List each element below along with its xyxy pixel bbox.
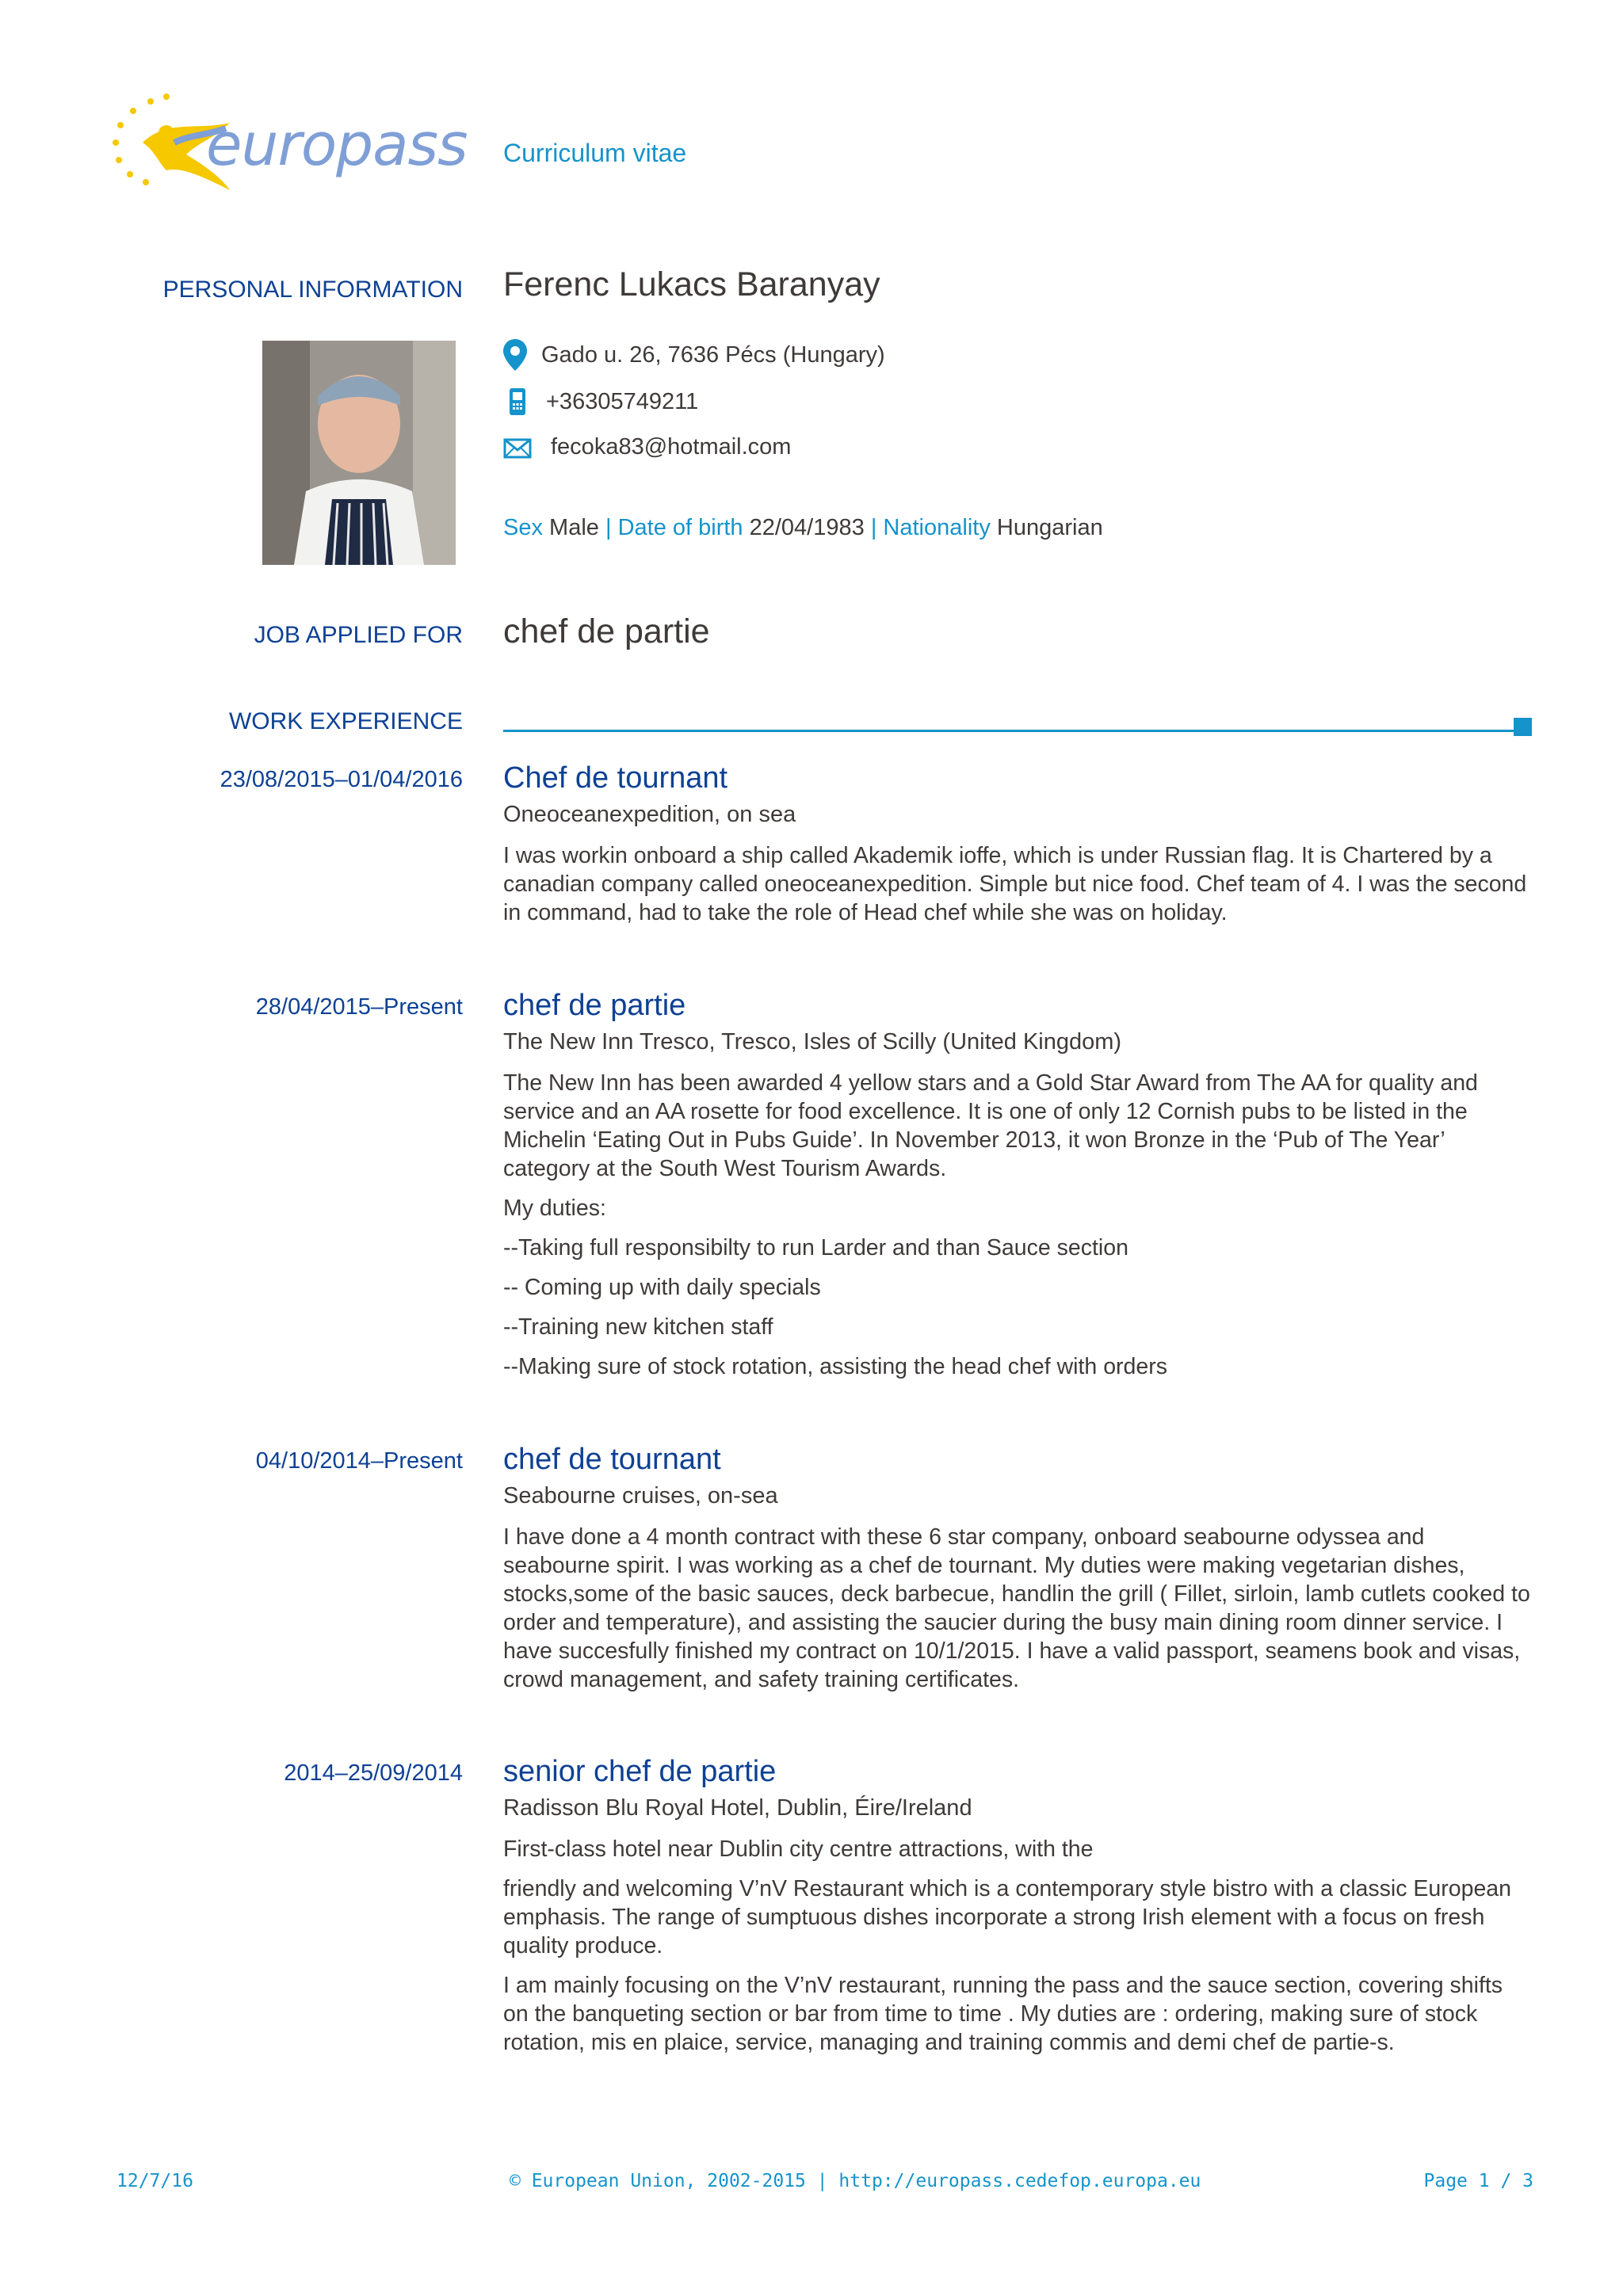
entry-description: I was workin onboard a ship called Akademik ioffe, which is under Russian flag. It is Chartered by a canadian company called oneoceanexpedition. Simple but nice food. Chef team of 4. I was the second in command, had to take the role of Head chef while she was on holiday. (503, 843, 1527, 925)
phone-text[interactable]: +36305749211 (546, 388, 699, 414)
separator: | (864, 515, 884, 540)
entry-employer: The New Inn Tresco, Tresco, Isles of Scilly (United Kingdom) (503, 1029, 1122, 1055)
separator: | (598, 515, 618, 540)
entry-employer: Radisson Blu Royal Hotel, Dublin, Éire/Ireland (503, 1795, 972, 1821)
work-entry (503, 1442, 1533, 1705)
email-link[interactable]: fecoka83@hotmail.com (551, 434, 792, 460)
duty-item: --Training new kitchen staff (503, 1314, 773, 1340)
nationality-value: Hungarian (996, 515, 1103, 540)
entry-dates: 04/10/2014–Present (255, 1448, 463, 1474)
section-divider (503, 730, 1516, 732)
work-entry (503, 761, 1533, 938)
duties-heading: My duties: (503, 1196, 606, 1221)
chef-portrait-image (262, 341, 456, 565)
entry-title: chef de partie (503, 989, 686, 1022)
entry-employer: Oneoceanexpedition, on sea (503, 802, 796, 827)
personal-information-label: PERSONAL INFORMATION (162, 277, 463, 303)
entry-dates: 28/04/2015–Present (255, 994, 463, 1020)
footer-page-number: Page 1 / 3 (1423, 2171, 1533, 2191)
entry-title: chef de tournant (503, 1443, 721, 1476)
section-divider-end-square (1514, 718, 1532, 736)
job-applied-label: JOB APPLIED FOR (254, 622, 463, 648)
job-applied-title: chef de partie (503, 612, 710, 650)
phone-row (503, 387, 698, 417)
entry-description: The New Inn has been awarded 4 yellow stars and a Gold Star Award from The AA for quality and service and an AA rosette for food excellence. It is one of only 12 Cornish pubs to be listed in the Michelin ‘Eating Out in Pubs Guide’. In November 2013, it won Bronze in the ‘Pub of The Year’ category at the South West Tourism Awards. (503, 1070, 1478, 1181)
envelope-icon (503, 437, 532, 459)
profile-photo (262, 341, 456, 565)
nationality-label: Nationality (883, 515, 991, 540)
location-pin-icon (503, 339, 527, 371)
entry-description: I am mainly focusing on the V’nV restaurant, running the pass and the sauce section, covering shifts on the banqueting section or bar from time to time . My duties are : ordering, making sure of stock rotation, mis en plaice, service, managing and training commis and demi chef de partie-s. (503, 1973, 1503, 2055)
full-name: Ferenc Lukacs Baranyay (503, 265, 880, 303)
dob-value: 22/04/1983 (749, 515, 865, 540)
work-entry (503, 1754, 1533, 2068)
europass-logo (111, 87, 475, 198)
entry-dates: 23/08/2015–01/04/2016 (220, 767, 463, 792)
email-row (503, 434, 791, 460)
personal-details-line (503, 515, 1103, 541)
dob-label: Date of birth (617, 515, 743, 540)
entry-title: senior chef de partie (503, 1755, 777, 1788)
sex-label: Sex (503, 515, 543, 540)
entry-title: Chef de tournant (503, 761, 728, 795)
cv-title: Curriculum vitae (503, 139, 687, 167)
mobile-phone-icon (506, 387, 529, 417)
entry-description: First-class hotel near Dublin city centre attractions, with the (503, 1836, 1094, 1862)
duty-item: -- Coming up with daily specials (503, 1275, 821, 1300)
duty-item: --Making sure of stock rotation, assisting the head chef with orders (503, 1354, 1167, 1379)
address-text: Gado u. 26, 7636 Pécs (Hungary) (541, 341, 885, 368)
entry-description: friendly and welcoming V’nV Restaurant which is a contemporary style bistro with a classic European emphasis. The range of sumptuous dishes incorporate a strong Irish element with a focus on fresh quality produce. (503, 1876, 1512, 1958)
footer-date: 12/7/16 (116, 2171, 193, 2191)
duty-item: --Taking full responsibilty to run Larder and than Sauce section (503, 1235, 1128, 1261)
work-entry (503, 988, 1533, 1392)
sex-value: Male (549, 515, 599, 540)
entry-dates: 2014–25/09/2014 (284, 1760, 463, 1786)
entry-description: I have done a 4 month contract with these 6 star company, onboard seabourne odyssea and seabourne spirit. I was working as a chef de tournant. My duties were making vegetarian dishes, stocks,some of the basic sauces, deck barbecue, handlin the grill ( Fillet, sirloin, lamb cutlets cooked to order and temperature), and assisting the saucier during the busy main dining room dinner service. I have succesfully finished my contract on 10/1/2015. I have a valid passport, seamens book and visas, crowd management, and safety training certificates. (503, 1524, 1530, 1692)
address-row (503, 339, 885, 371)
footer-copyright[interactable]: © European Union, 2002-2015 | http://europass.cedefop.europa.eu (510, 2171, 1201, 2191)
entry-employer: Seabourne cruises, on-sea (503, 1483, 778, 1508)
work-experience-label: WORK EXPERIENCE (228, 708, 463, 734)
logo-wordmark: europass (206, 111, 468, 179)
